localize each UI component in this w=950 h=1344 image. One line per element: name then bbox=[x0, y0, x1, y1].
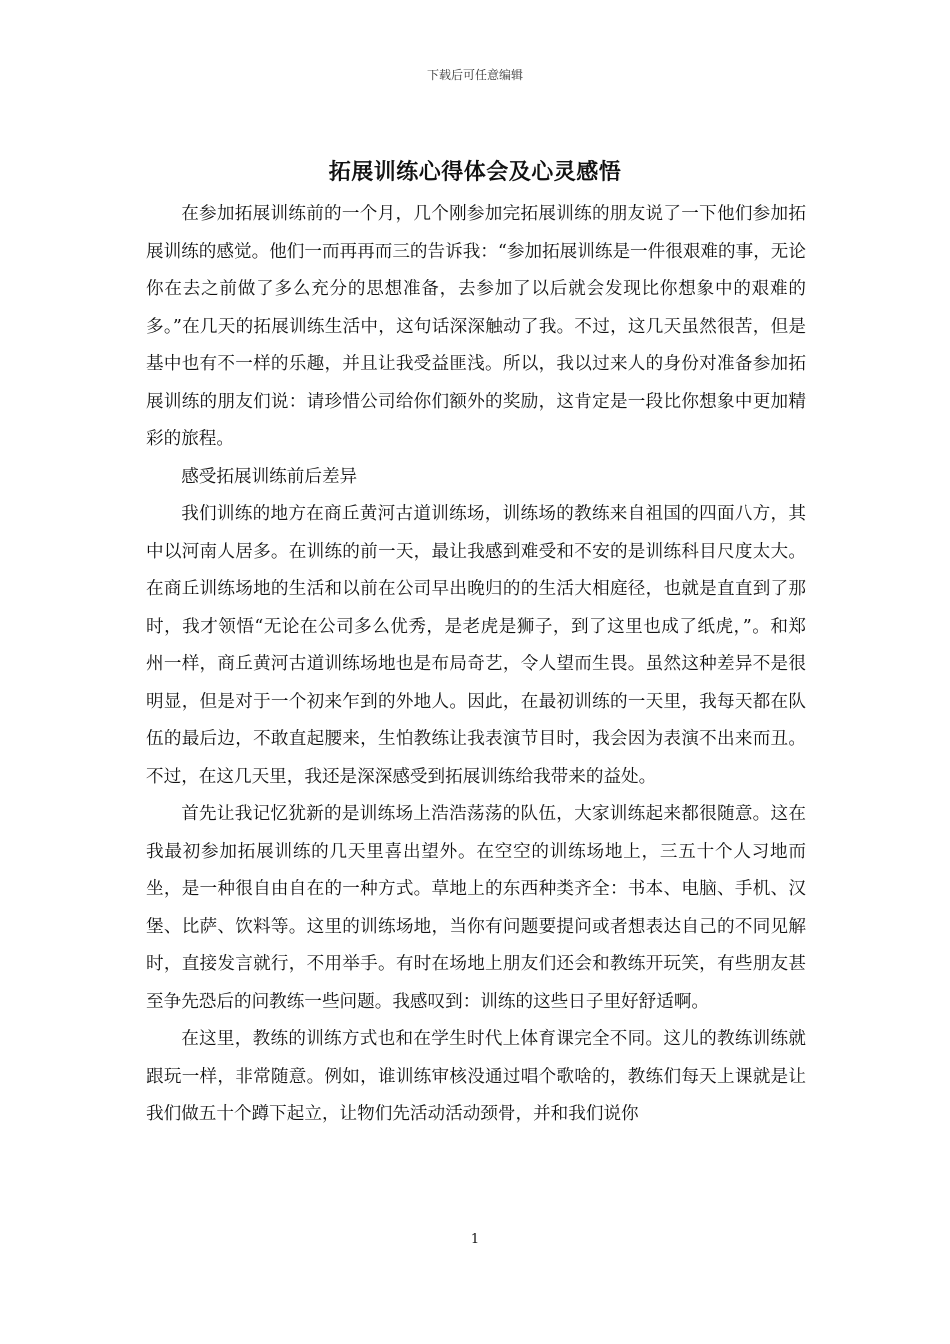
document-body bbox=[146, 196, 806, 1134]
paragraph-coaching-style: 在这里，教练的训练方式也和在学生时代上体育课完全不同。这儿的教练训练就跟玩一样，非常随意。例如，谁训练审核没通过唱个歌啥的，教练们每天上课就是让我们做五十个蹲下起立，让物们先活动活动颈骨，并和我们说你 bbox=[146, 1029, 806, 1124]
paragraph-training-site: 我们训练的地方在商丘黄河古道训练场，训练场的教练来自祖国的四面八方，其中以河南人居多。在训练的前一天，最让我感到难受和不安的是训练科目尺度太大。在商丘训练场地的生活和以前在公司早出晚归的的生活大相庭径，也就是直直到了那时，我才领悟“无论在公司多么优秀，是老虎是狮子，到了这里也成了纸虎，”。和郑州一样，商丘黄河古道训练场地也是布局奇艺，令人望而生畏。虽然这种差异不是很明显，但是对于一个初来乍到的外地人。因此，在最初训练的一天里，我每天都在队伍的最后边，不敢直起腰来，生怕教练让我表演节目时，我会因为表演不出来而丑。不过，在这几天里，我还是深深感受到拓展训练给我带来的益处。 bbox=[146, 504, 806, 787]
paragraph-intro: 在参加拓展训练前的一个月，几个刚参加完拓展训练的朋友说了一下他们参加拓展训练的感觉。他们一而再再而三的告诉我：“参加拓展训练是一件很艰难的事，无论你在去之前做了多么充分的思想准备，去参加了以后就会发现比你想象中的艰难的多。”在几天的拓展训练生活中，这句话深深触动了我。不过，这几天虽然很苦，但是基中也有不一样的乐趣，并且让我受益匪浅。所以，我以过来人的身份对准备参加拓展训练的朋友们说：请珍惜公司给你们额外的奖励，这肯定是一段比你想象中更加精彩的旅程。 bbox=[146, 204, 806, 449]
paragraph-first-impression: 首先让我记忆犹新的是训练场上浩浩荡荡的队伍，大家训练起来都很随意。这在我最初参加拓展训练的几天里喜出望外。在空空的训练场地上，三五十个人习地而坐，是一种很自由自在的一种方式。草地上的东西种类齐全：书本、电脑、手机、汉堡、比萨、饮料等。这里的训练场地，当你有问题要提问或者想表达自己的不同见解时，直接发言就行，不用举手。有时在场地上朋友们还会和教练开玩笑，有些朋友甚至争先恐后的问教练一些问题。我感叹到：训练的这些日子里好舒适啊。 bbox=[146, 804, 806, 1012]
page-number: 1 bbox=[470, 1232, 480, 1247]
section-heading: 感受拓展训练前后差异 bbox=[181, 466, 358, 487]
page-header: 下载后可任意编辑 bbox=[426, 68, 523, 82]
document-title: 拓展训练心得体会及心灵感悟 bbox=[328, 159, 622, 185]
